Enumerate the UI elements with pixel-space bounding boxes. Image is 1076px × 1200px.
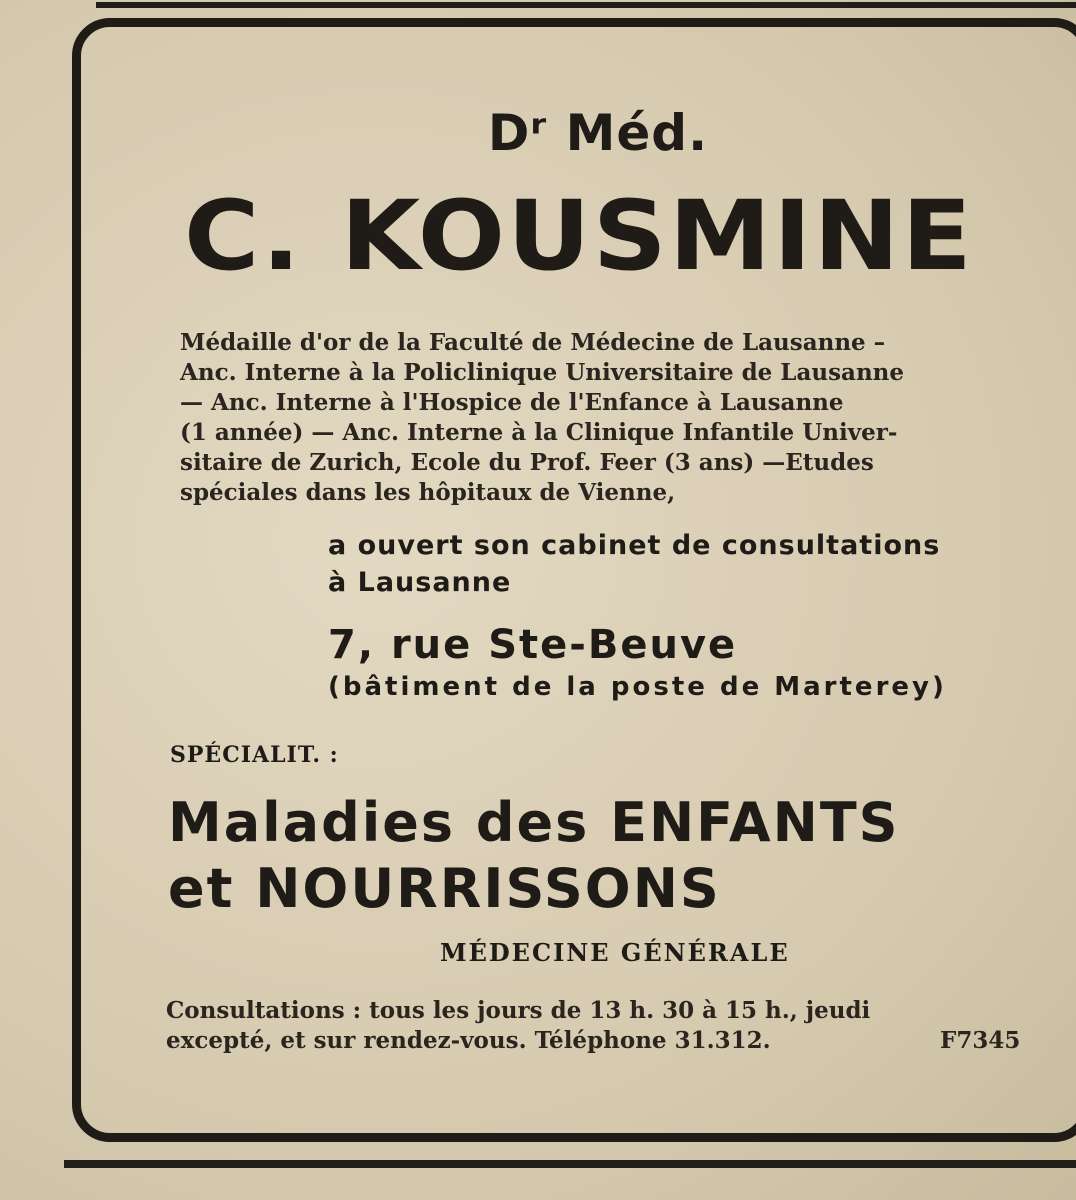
opening-city: à Lausanne: [328, 567, 512, 598]
specialty-line: et NOURRISSONS: [168, 857, 721, 920]
specialty-line: Maladies des ENFANTS: [168, 791, 900, 854]
specialty-heading: [168, 790, 900, 922]
credentials-line: — Anc. Interne à l'Hospice de l'Enfance à Lausanne: [180, 389, 844, 416]
bottom-rule: [64, 1160, 1076, 1168]
specialty-label: SPÉCIALIT. :: [170, 742, 339, 768]
consultation-line-2: [166, 1026, 1026, 1056]
credentials-paragraph: [180, 328, 1020, 508]
consultation-text: excepté, et sur rendez-vous. Téléphone 31.312.: [166, 1027, 771, 1054]
credentials-line: Médaille d'or de la Faculté de Médecine de Lausanne –: [180, 329, 886, 356]
credentials-line: spéciales dans les hôpitaux de Vienne,: [180, 479, 676, 506]
opening-line: a ouvert son cabinet de consultations: [328, 530, 941, 561]
ad-reference-code: F7345: [940, 1027, 1021, 1054]
credentials-line: Anc. Interne à la Policlinique Universitaire de Lausanne: [180, 359, 905, 386]
doctor-name: C. KOUSMINE: [184, 180, 974, 292]
consultation-hours: [166, 996, 1026, 1056]
credentials-line: (1 année) — Anc. Interne à la Clinique Infantile Univer-: [180, 419, 898, 446]
consultation-line: Consultations : tous les jours de 13 h. 30 à 15 h., jeudi: [166, 997, 871, 1024]
top-rule: [96, 2, 1076, 8]
opening-announcement: [328, 527, 940, 601]
doctor-title: Dʳ Méd.: [487, 104, 709, 162]
general-medicine: MÉDECINE GÉNÉRALE: [440, 938, 790, 967]
credentials-line: sitaire de Zurich, Ecole du Prof. Feer (3 ans) —Etudes: [180, 449, 874, 476]
street-address: 7, rue Ste-Beuve: [328, 622, 738, 668]
building-note: (bâtiment de la poste de Marterey): [328, 672, 947, 702]
